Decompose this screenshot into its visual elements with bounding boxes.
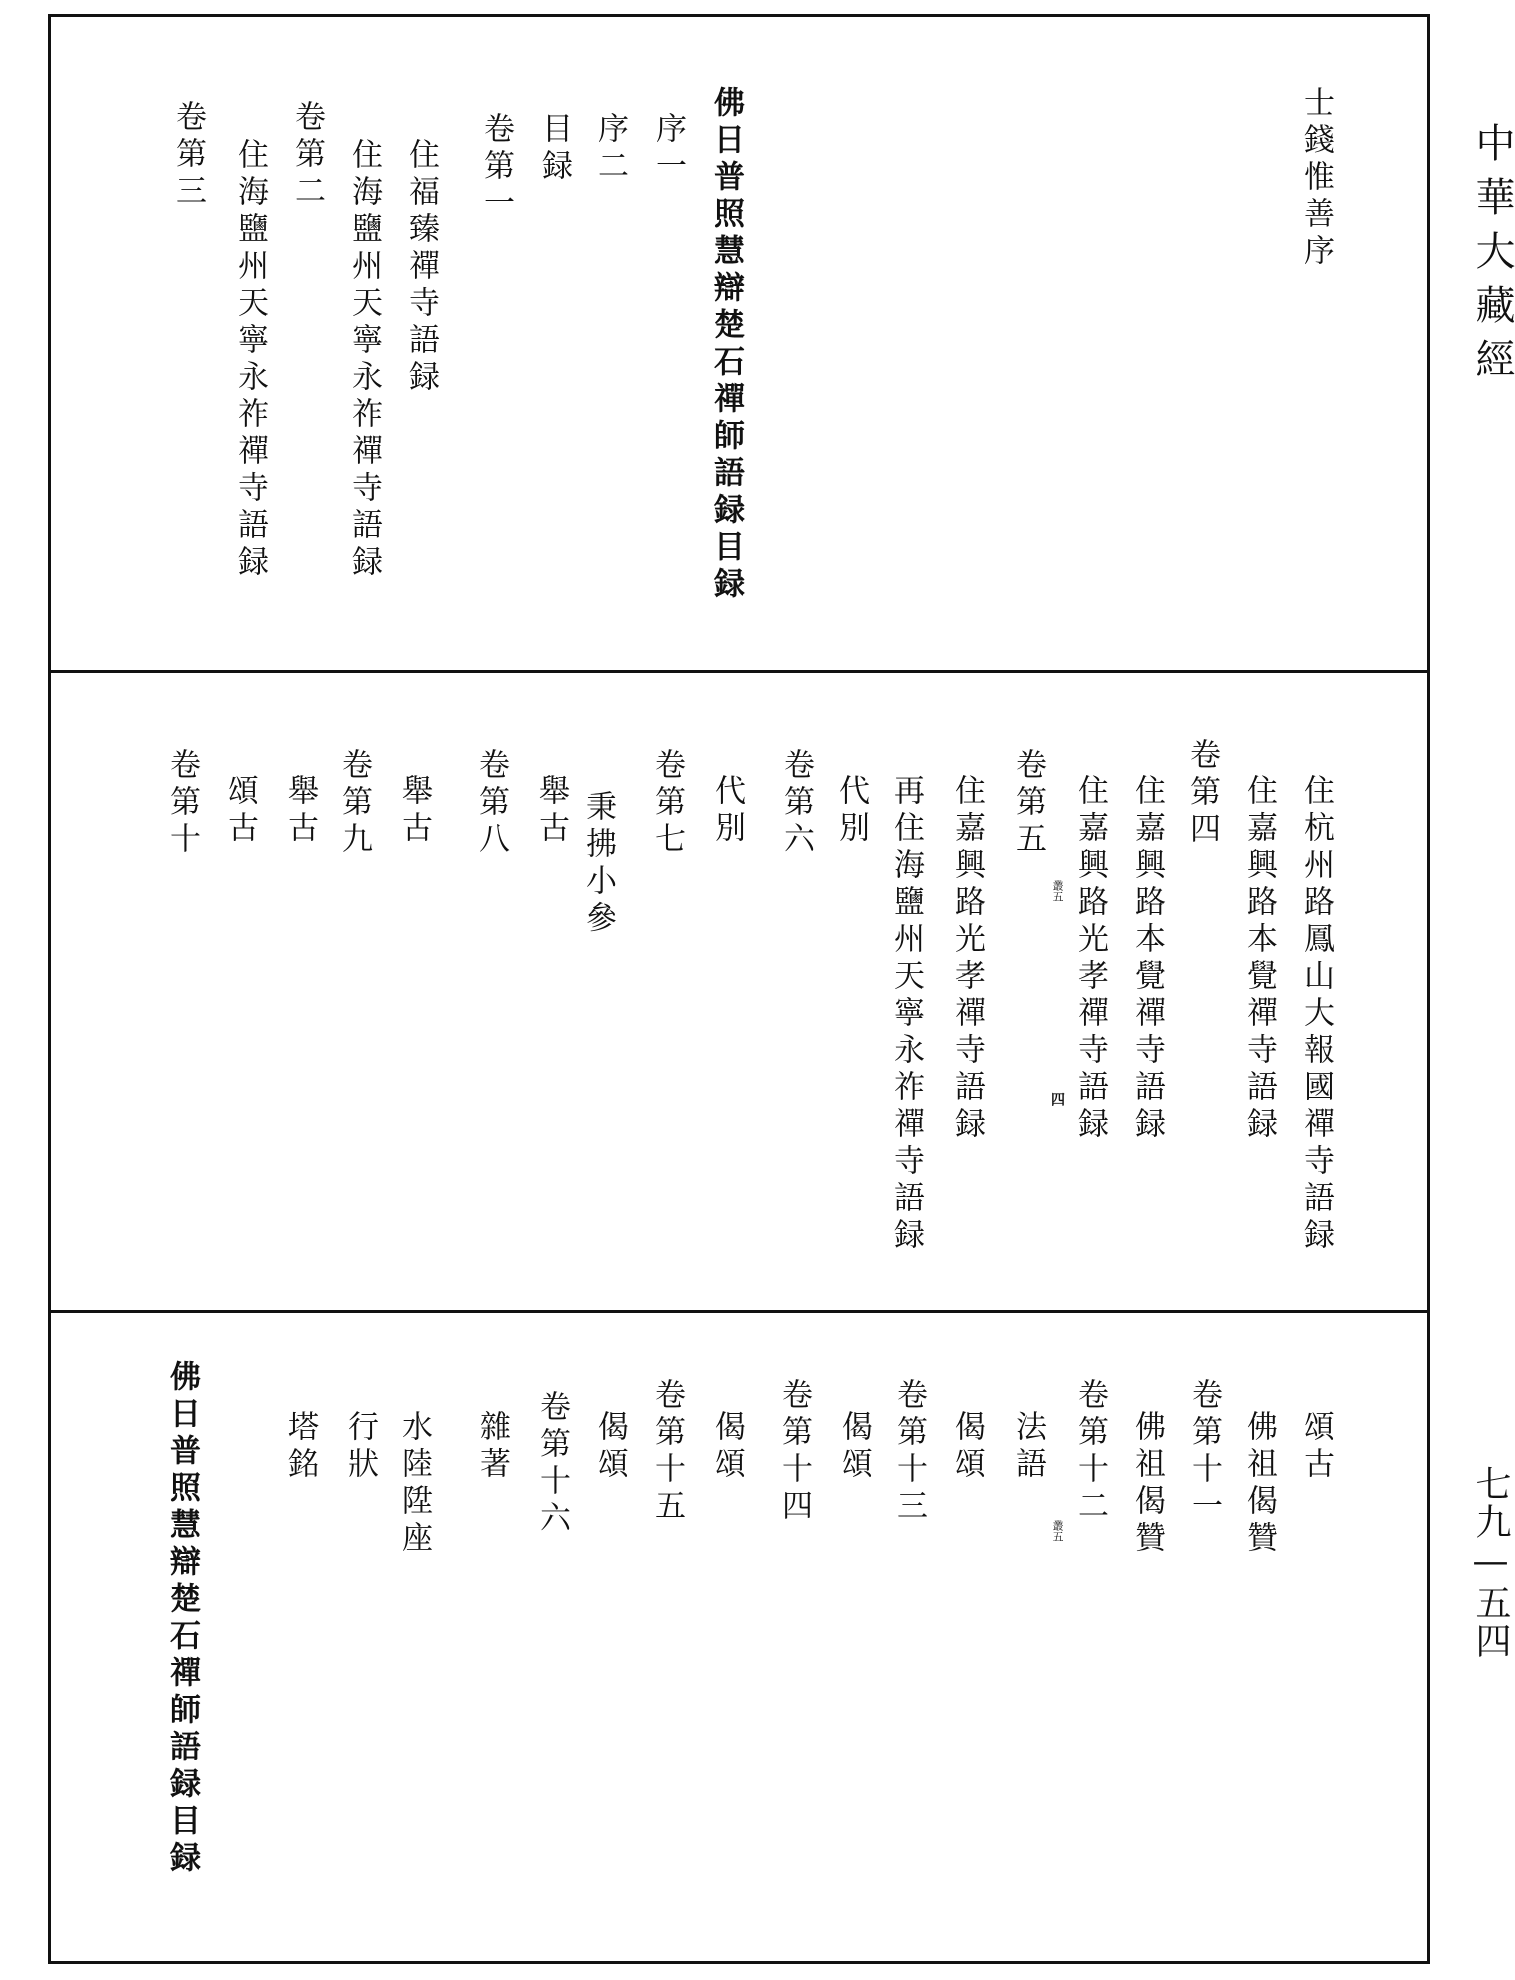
toc-entry: 序一 bbox=[650, 112, 686, 186]
toc-entry: 住海鹽州天寧永祚禪寺語録 bbox=[346, 138, 382, 582]
panel-divider-1 bbox=[51, 670, 1427, 673]
toc-volume: 卷第三 bbox=[170, 100, 206, 211]
toc-volume: 卷第六 bbox=[778, 748, 814, 859]
collection-note: 叢五 bbox=[1051, 880, 1064, 902]
margin-page-number: 七九—五四 bbox=[1470, 1465, 1511, 1660]
toc-entry: 水陸陞座 bbox=[396, 1410, 432, 1558]
toc-entry: 偈頌 bbox=[592, 1410, 628, 1484]
preface-author: 士錢惟善序 bbox=[1298, 86, 1334, 271]
toc-volume: 卷第十四 bbox=[776, 1378, 812, 1526]
toc-entry: 舉古 bbox=[282, 774, 318, 848]
toc-entry: 再住海鹽州天寧永祚禪寺語録 bbox=[888, 774, 924, 1255]
toc-title: 佛日普照慧辯楚石禪師語録目録 bbox=[708, 86, 744, 604]
toc-entry: 舉古 bbox=[533, 774, 569, 848]
toc-entry: 住海鹽州天寧永祚禪寺語録 bbox=[232, 138, 268, 582]
toc-volume: 卷第四 bbox=[1184, 738, 1220, 849]
toc-entry: 住嘉興路本覺禪寺語録 bbox=[1129, 774, 1165, 1144]
toc-entry: 佛祖偈贊 bbox=[1241, 1410, 1277, 1558]
toc-entry: 偈頌 bbox=[949, 1410, 985, 1484]
toc-volume: 卷第九 bbox=[336, 748, 372, 859]
margin-collection-title: 中華大藏經 bbox=[1469, 122, 1515, 392]
toc-volume: 卷第十 bbox=[164, 748, 200, 859]
toc-entry: 住嘉興路光孝禪寺語録 bbox=[1072, 774, 1108, 1144]
toc-volume: 卷第七 bbox=[649, 748, 685, 859]
panel-divider-2 bbox=[51, 1310, 1427, 1313]
toc-entry: 頌古 bbox=[1298, 1410, 1334, 1484]
toc-entry: 佛祖偈贊 bbox=[1129, 1410, 1165, 1558]
toc-volume: 卷第十六 bbox=[534, 1390, 570, 1538]
toc-volume: 卷第十五 bbox=[649, 1378, 685, 1526]
toc-entry: 塔銘 bbox=[282, 1410, 318, 1484]
toc-entry: 頌古 bbox=[222, 774, 258, 848]
toc-volume: 卷第八 bbox=[473, 748, 509, 859]
toc-entry: 法語 bbox=[1010, 1410, 1046, 1484]
toc-volume: 卷第五 bbox=[1010, 748, 1046, 859]
toc-entry: 住杭州路鳳山大報國禪寺語録 bbox=[1298, 774, 1334, 1255]
toc-entry: 行狀 bbox=[342, 1410, 378, 1484]
toc-entry: 住嘉興路本覺禪寺語録 bbox=[1241, 774, 1277, 1144]
toc-entry: 舉古 bbox=[396, 774, 432, 848]
collection-note: 四 bbox=[1049, 1092, 1065, 1106]
toc-entry: 目録 bbox=[536, 112, 572, 186]
toc-volume: 卷第十二 bbox=[1072, 1378, 1108, 1526]
toc-entry: 偈頌 bbox=[709, 1410, 745, 1484]
toc-end-title: 佛日普照慧辯楚石禪師語録目録 bbox=[164, 1360, 200, 1878]
toc-volume: 卷第十一 bbox=[1186, 1378, 1222, 1526]
toc-volume: 卷第十三 bbox=[891, 1378, 927, 1526]
toc-entry: 雜著 bbox=[474, 1410, 510, 1484]
toc-entry: 住嘉興路光孝禪寺語録 bbox=[949, 774, 985, 1144]
toc-entry: 秉拂小參 bbox=[580, 790, 616, 938]
toc-volume: 卷第二 bbox=[289, 100, 325, 211]
toc-volume: 卷第一 bbox=[478, 112, 514, 223]
toc-entry: 住福臻禪寺語録 bbox=[403, 138, 439, 397]
toc-entry: 代別 bbox=[709, 774, 745, 848]
toc-entry: 偈頌 bbox=[836, 1410, 872, 1484]
toc-entry: 代別 bbox=[833, 774, 869, 848]
collection-note: 叢五 bbox=[1051, 1520, 1064, 1542]
toc-entry: 序二 bbox=[592, 112, 628, 186]
